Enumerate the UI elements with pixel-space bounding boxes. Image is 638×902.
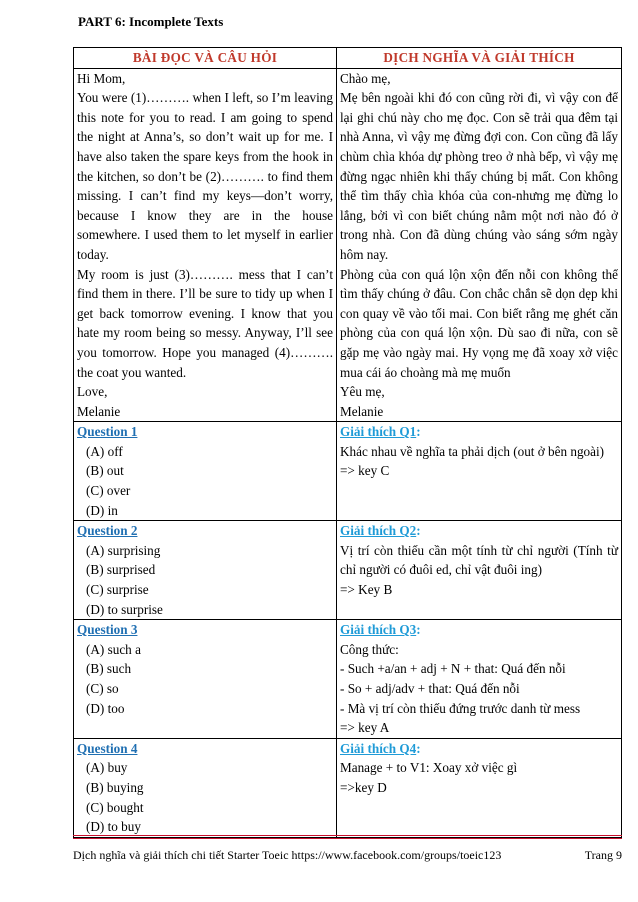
footer-divider [73, 835, 622, 836]
question-row-3 [74, 620, 622, 739]
passage-closing: Love, [77, 384, 108, 400]
page-number: Trang 9 [584, 848, 622, 862]
option-a: (A) buy [86, 760, 128, 776]
option-c: (C) so [86, 681, 119, 696]
explanation-line: - Such +a/an + adj + N + that: Quá đến nỗi [340, 661, 566, 677]
explanation-title[interactable]: Giải thích Q2 [340, 523, 417, 539]
translation-signature: Melanie [340, 403, 384, 419]
explanation-cell: Giải thích Q1: Khác nhau về nghĩa ta phải dịch (out ở bên ngoài) => key C [337, 422, 622, 521]
passage-paragraph-2: My room is just (3)………. mess that I can’t find them in there. I’ll be sure to tidy up when I get back tomorrow evening. I know that you hate my room being so messy. Anyway, I’ll see you tomorrow. Hope you managed (4)………. the coat you wanted. [77, 266, 333, 380]
passage-vietnamese [337, 68, 622, 422]
page-footer [73, 848, 622, 863]
option-b: (B) buying [86, 779, 144, 795]
header-left: BÀI ĐỌC VÀ CÂU HỎI [74, 48, 337, 69]
translation-greeting: Chào mẹ, [340, 70, 391, 86]
passage-greeting: Hi Mom, [77, 70, 126, 86]
footer-source[interactable]: Dịch nghĩa và giải thích chi tiết Starter Toeic https://www.facebook.com/groups/toeic123 [73, 848, 502, 862]
option-b: (B) surprised [86, 562, 156, 578]
question-title[interactable]: Question 3 [77, 622, 138, 638]
option-c: (C) bought [86, 799, 144, 815]
explanation-cell: Giải thích Q3: Công thức: - Such +a/an + adj + N + that: Quá đến nỗi - So + adj/adv + that: Quá đến nỗi - Mà vị trí còn thiếu đứng trước danh từ mess => key A [337, 620, 622, 739]
explanation-title[interactable]: Giải thích Q4 [340, 740, 417, 756]
question-row-2 [74, 521, 622, 620]
explanation-cell: Giải thích Q4: Manage + to V1: Xoay xở việc gì =>key D [337, 738, 622, 837]
explanation-key: => Key B [340, 582, 393, 598]
footer-divider [73, 838, 622, 839]
part-title: PART 6: Incomplete Texts [78, 14, 224, 29]
explanation-key: => key C [340, 463, 390, 479]
option-b: (B) out [86, 463, 124, 479]
passage-paragraph-1: You were (1)………. when I left, so I’m leaving this note for you to read. I am going to spend the night at Anna’s, so don’t wait up for me. I have also taken the spare keys from the hook in the kitchen, so don’t be (2)………. to find them missing. I can’t find my keys—don’t worry, because I know they are in the house somewhere. I used them to let myself in earlier today. [77, 90, 333, 262]
passage-row [74, 68, 622, 422]
table-header-row [74, 48, 622, 69]
option-b: (B) such [86, 661, 132, 677]
option-d: (D) to surprise [86, 601, 163, 617]
explanation-key: =>key D [340, 779, 387, 795]
explanation-line: Khác nhau về nghĩa ta phải dịch (out ở bên ngoài) [340, 443, 605, 459]
explanation-key: => key A [340, 720, 390, 736]
option-d: (D) too [86, 700, 125, 716]
translation-paragraph-1: Mẹ bên ngoài khi đó con cũng rời đi, vì vậy con để lại ghi chú này cho mẹ đọc. Con sẽ trải qua đêm tại nhà Anna, vì vậy mẹ đừng đợi con. Con cũng đã lấy chùm chìa khóa dự phòng treo ở nhà bếp, vì vậy mẹ đừng ngạc nhiên khi thấy chúng bị mất. Con không thể tìm thấy chìa khóa của con-nhưng mẹ đừng lo lắng, bởi vì con biết chúng nằm một nơi nào đó ở trong nhà. Con đã dùng chúng vào sáng sớm ngày hôm nay. [340, 90, 618, 262]
option-a: (A) off [86, 443, 123, 459]
explanation-line: Công thức: [340, 641, 399, 657]
option-c: (C) surprise [86, 582, 149, 598]
header-right: DỊCH NGHĨA VÀ GIẢI THÍCH [337, 48, 622, 69]
explanation-title[interactable]: Giải thích Q1 [340, 424, 417, 440]
option-a: (A) such a [86, 641, 141, 657]
question-title[interactable]: Question 1 [77, 424, 138, 440]
explanation-title[interactable]: Giải thích Q3 [340, 622, 417, 638]
passage-signature: Melanie [77, 403, 121, 419]
option-c: (C) over [86, 483, 131, 499]
content-table [73, 47, 622, 838]
question-title[interactable]: Question 2 [77, 523, 138, 539]
explanation-line: - Mà vị trí còn thiếu đứng trước danh từ mess [340, 700, 581, 716]
option-d: (D) to buy [86, 819, 141, 835]
question-cell [74, 422, 337, 521]
question-cell [74, 521, 337, 620]
question-title[interactable]: Question 4 [77, 740, 138, 756]
question-row-4 [74, 738, 622, 837]
explanation-line: - So + adj/adv + that: Quá đến nỗi [340, 681, 520, 696]
option-a: (A) surprising [86, 542, 161, 558]
question-cell [74, 620, 337, 739]
question-row-1 [74, 422, 622, 521]
question-cell [74, 738, 337, 837]
option-d: (D) in [86, 502, 118, 518]
translation-paragraph-2: Phòng của con quá lộn xộn đến nỗi con không thể tìm thấy chúng ở đâu. Con chắc chắn sẽ dọn dẹp khi con quay về vào tối mai. Con biết rằng mẹ ghét căn phòng của con quá lộn xộn. Dù sao đi nữa, con sẽ gặp mẹ vào ngày mai. Hy vọng mẹ đã xoay xở việc mua cái áo choàng mà mẹ muốn [340, 266, 618, 380]
explanation-cell: Giải thích Q2: Vị trí còn thiếu cần một tính từ chỉ người (Tính từ chỉ người có đuôi ed, chỉ vật đuôi ing) => Key B [337, 521, 622, 620]
passage-english [74, 68, 337, 422]
explanation-line: Vị trí còn thiếu cần một tính từ chỉ người (Tính từ chỉ người có đuôi ed, chỉ vật đuôi ing) [340, 542, 618, 578]
translation-closing: Yêu mẹ, [340, 384, 385, 400]
explanation-line: Manage + to V1: Xoay xở việc gì [340, 760, 518, 776]
